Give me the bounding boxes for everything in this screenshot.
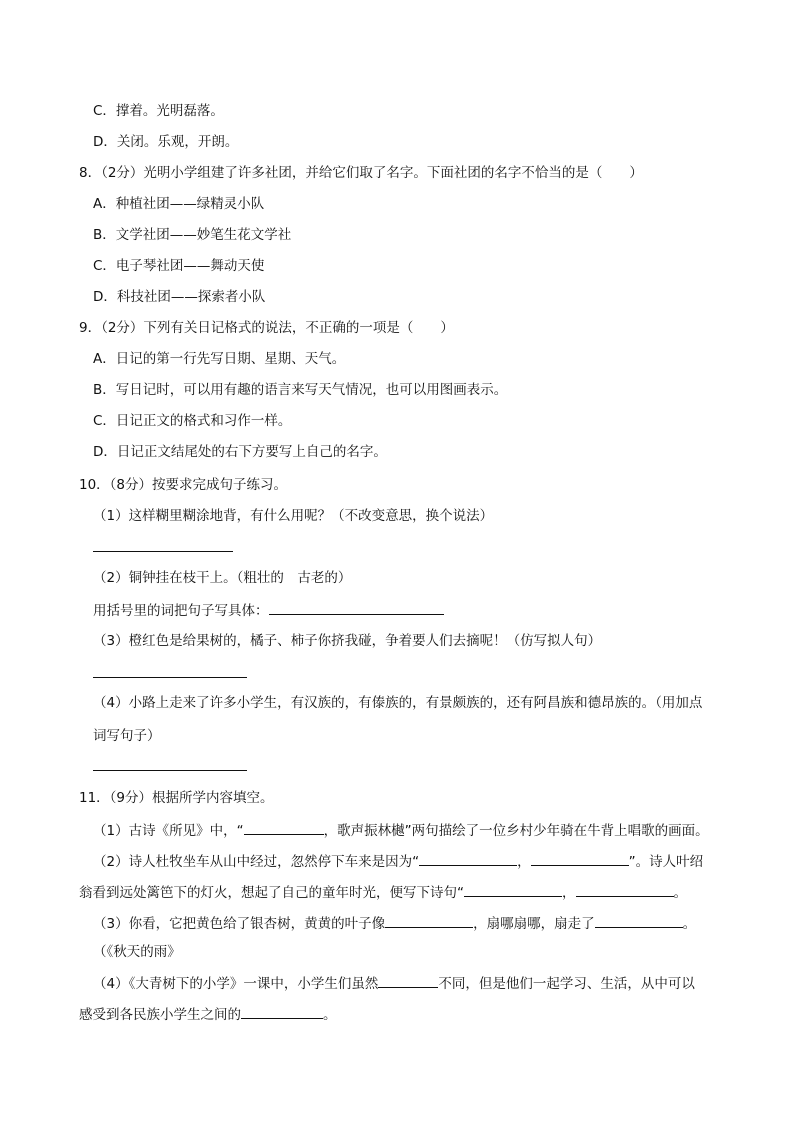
q10-part2-answer-blank[interactable] <box>269 600 444 615</box>
q9-stem: 9．（2分）下列有关日记格式的说法，不正确的一项是（ ） <box>79 320 454 336</box>
q11-stem: 11．（9分）根据所学内容填空。 <box>79 790 274 806</box>
q11-part2-line2-text-c: 。 <box>673 885 687 901</box>
q11-part3-source: （《秋天的雨》 <box>93 944 181 960</box>
q10-part1-answer-line[interactable] <box>93 551 233 552</box>
q11-part1 <box>93 820 709 841</box>
q8-option-d: D．科技社团——探索者小队 <box>93 289 266 305</box>
q11-part1-blank[interactable] <box>244 820 324 835</box>
q11-part1-text-b: ，歌声振林樾”两句描绘了一位乡村少年骑在牛背上唱歌的画面。 <box>323 823 709 839</box>
q8-option-b: B．文学社团——妙笔生花文学社 <box>93 227 292 243</box>
q11-part3-text-a: （3）你看，它把黄色给了银杏树，黄黄的叶子像 <box>93 916 386 932</box>
q10-part2: （2）铜钟挂在枝干上。（粗壮的 古老的） <box>93 570 352 586</box>
q10-part2-prompt: 用括号里的词把句子写具体： <box>93 603 269 619</box>
q11-part1-text-a: （1）古诗《所见》中，“ <box>93 823 244 839</box>
q11-part2-text-a: （2）诗人杜牧坐车从山中经过，忽然停下车来是因为“ <box>93 854 420 870</box>
q10-part4-answer-line[interactable] <box>93 770 247 771</box>
q8-option-c: C．电子琴社团——舞动天使 <box>93 258 265 274</box>
q11-part4-line1 <box>93 973 695 994</box>
q11-part4-line2-text-b: 。 <box>323 1007 337 1023</box>
q11-part4-line2 <box>79 1004 337 1025</box>
q11-part2-line2-text-a: 翁看到远处篱笆下的灯火，想起了自己的童年时光，便写下诗句“ <box>79 885 464 901</box>
q8-option-a: A．种植社团——绿精灵小队 <box>93 196 265 212</box>
q11-part2-line2-text-b: ， <box>562 885 576 901</box>
q11-part2-blank-1[interactable] <box>419 851 517 866</box>
q11-part4-line2-text-a: 感受到各民族小学生之间的 <box>79 1007 241 1023</box>
q11-part3-text-b: ，扇哪扇哪，扇走了 <box>473 916 595 932</box>
q11-part4-text-a: （4）《大青树下的小学》一课中，小学生们虽然 <box>93 976 379 992</box>
q10-part4-line2: 词写句子） <box>93 728 161 744</box>
q11-part2-line2 <box>79 882 687 903</box>
q11-part3-text-c: 。 <box>682 916 697 932</box>
q8-stem: 8．（2分）光明小学组建了许多社团，并给它们取了名字。下面社团的名字不恰当的是（ ） <box>79 165 643 181</box>
q11-part2-line1 <box>93 851 703 872</box>
q11-part3 <box>93 913 696 934</box>
q10-part3-answer-line[interactable] <box>93 677 247 678</box>
q9-option-d: D．日记正文结尾处的右下方要写上自己的名字。 <box>93 444 387 460</box>
q10-stem: 10．（8分）按要求完成句子练习。 <box>79 477 288 493</box>
q11-part3-blank-1[interactable] <box>385 913 473 928</box>
q11-part2-blank-3[interactable] <box>464 882 562 897</box>
q9-option-c: C．日记正文的格式和习作一样。 <box>93 413 292 429</box>
q11-part4-blank-1[interactable] <box>378 973 438 988</box>
q10-part2-prompt-line <box>93 600 444 621</box>
q9-option-a: A．日记的第一行先写日期、星期、天气。 <box>93 351 346 367</box>
q11-part4-text-b: 不同，但是他们一起学习、生活，从中可以 <box>438 976 695 992</box>
q10-part4-line1: （4）小路上走来了许多小学生，有汉族的，有傣族的，有景颇族的，还有阿昌族和德昂族的。（用加点 <box>93 695 703 711</box>
q11-part2-blank-2[interactable] <box>531 851 629 866</box>
q11-part4-blank-2[interactable] <box>241 1004 323 1019</box>
q11-part2-blank-4[interactable] <box>576 882 674 897</box>
q11-part2-text-c: ”。诗人叶绍 <box>628 854 704 870</box>
q10-part1: （1）这样糊里糊涂地背，有什么用呢？（不改变意思，换个说法） <box>93 508 494 524</box>
q11-part2-text-b: ， <box>517 854 531 870</box>
q10-part3: （3）橙红色是给果树的，橘子、柿子你挤我碰，争着要人们去摘呢！（仿写拟人句） <box>93 633 602 649</box>
q7-option-d: D．关闭。乐观，开朗。 <box>93 134 239 150</box>
q11-part3-blank-2[interactable] <box>595 913 683 928</box>
q9-option-b: B．写日记时，可以用有趣的语言来写天气情况，也可以用图画表示。 <box>93 382 508 398</box>
q7-option-c: C．撑着。光明磊落。 <box>93 103 224 119</box>
